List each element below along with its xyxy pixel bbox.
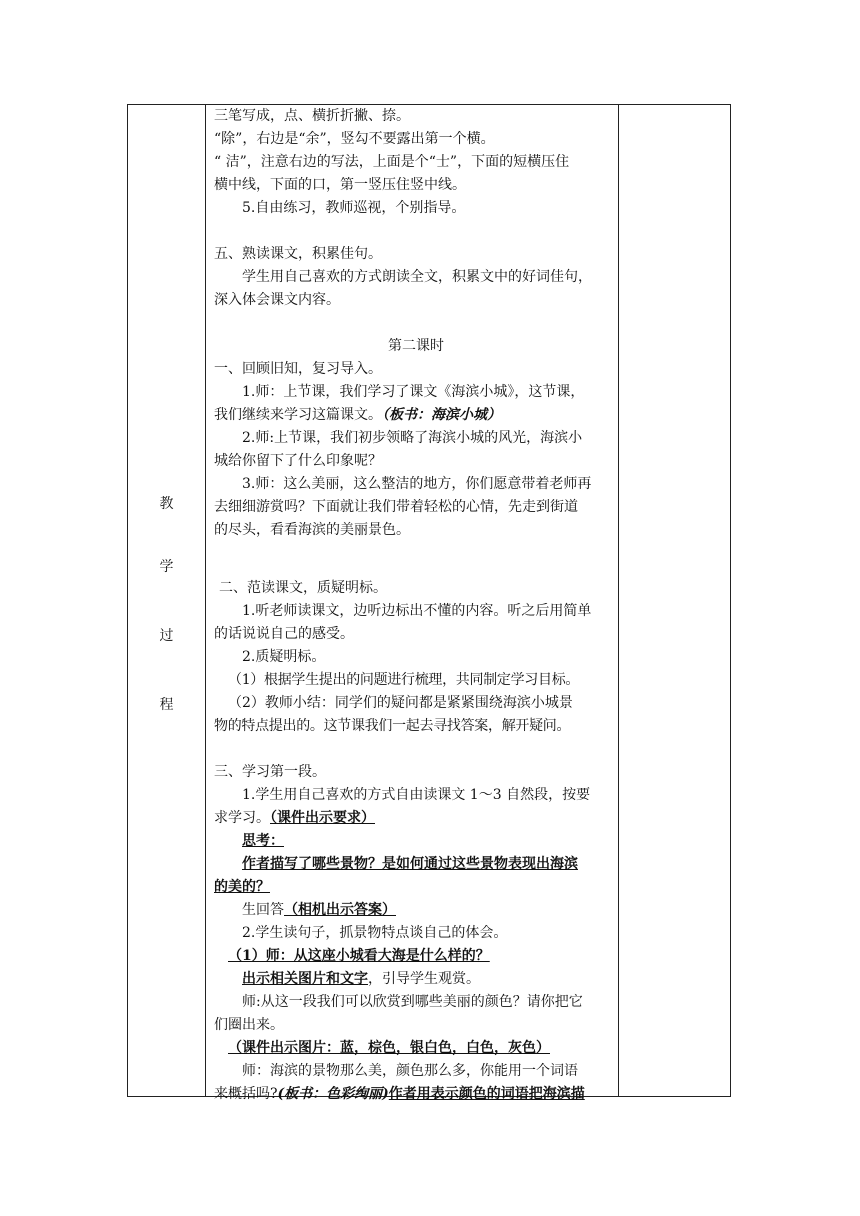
text-line: 们圈出来。: [214, 1017, 284, 1033]
text-line: 我们继续来学习这篇课文。（板书：海滨小城）: [214, 407, 501, 423]
label-char-2: 学: [159, 559, 174, 575]
text-line: 学生用自己喜欢的方式朗读全文，积累文中的好词佳句，: [242, 269, 592, 285]
blackboard-note: （板书：海滨小城）: [382, 407, 501, 423]
text-line: 思考：: [242, 833, 284, 849]
column-divider-right: [618, 105, 619, 1096]
section-heading: 五、熟读课文，积累佳句。: [214, 246, 382, 262]
text-line: （1）师：从这座小城看大海是什么样的？: [228, 948, 490, 964]
text-line: 师:从这一段我们可以欣赏到哪些美丽的颜色？请你把它: [242, 994, 583, 1010]
column-divider-left: [205, 105, 206, 1096]
text-line: 2.学生读句子，抓景物特点谈自己的体会。: [242, 925, 508, 941]
label-char-4: 程: [159, 697, 174, 713]
text-line: 3.师：这么美丽，这么整洁的地方，你们愿意带着老师再: [242, 476, 592, 492]
section-heading: 一、回顾旧知，复习导入。: [214, 361, 382, 377]
text-line: 横中线，下面的口，第一竖压住竖中线。: [214, 177, 466, 193]
label-char-1: 教: [159, 496, 174, 512]
period-title: 第二课时: [388, 338, 444, 354]
lesson-plan-table: [127, 104, 731, 1102]
text-line: 去细细游赏吗？下面就让我们带着轻松的心情，先走到街道: [214, 499, 578, 515]
text-line: 作者描写了哪些景物？是如何通过这些景物表现出海滨: [242, 856, 578, 872]
lesson-content: [214, 105, 618, 1106]
text-line: 的话说说自己的感受。: [214, 626, 354, 642]
text-line: 1.师：上节课，我们学习了课文《海滨小城》，这节课，: [242, 384, 585, 400]
text-line: 1.学生用自己喜欢的方式自由读课文 1～3 自然段，按要: [242, 787, 591, 803]
text-line: 来概括吗?(板书：色彩绚丽)作者用表示颜色的词语把海滨描: [214, 1086, 585, 1102]
text-line: 生回答（相机出示答案）: [242, 902, 396, 918]
label-char-3: 过: [159, 628, 174, 644]
text-line: 师：海滨的景物那么美，颜色那么多，你能用一个词语: [242, 1063, 578, 1079]
process-label-column: [128, 105, 205, 1096]
text-line: （2）教师小结：同学们的疑问都是紧紧围绕海滨小城景: [228, 695, 573, 711]
section-heading: 三、学习第一段。: [214, 764, 326, 780]
text-line: 2.师:上节课，我们初步领略了海滨小城的风光，海滨小: [242, 430, 583, 446]
text-line: 物的特点提出的。这节课我们一起去寻找答案，解开疑问。: [214, 718, 571, 734]
text-line: 2.质疑明标。: [242, 649, 326, 665]
text-line: 深入体会课文内容。: [214, 292, 340, 308]
text-line: （课件出示图片：蓝，棕色，银白色，白色，灰色）: [228, 1040, 550, 1056]
text-line: 城给你留下了什么印象呢？: [214, 453, 382, 469]
text-line: “除”，右边是“余”，竖勾不要露出第一个横。: [214, 131, 495, 147]
section-heading: 二、范读课文，质疑明标。: [219, 580, 387, 596]
text-line: “ 洁”，注意右边的写法，上面是个“士”，下面的短横压住: [214, 154, 570, 170]
text-line: 的美的？: [214, 879, 270, 895]
text-line: 5.自由练习，教师巡视，个别指导。: [242, 200, 466, 216]
text-line: （1）根据学生提出的问题进行梳理，共同制定学习目标。: [228, 672, 580, 688]
text-line: 求学习。（课件出示要求）: [214, 810, 375, 826]
text-line: 的尽头，看看海滨的美丽景色。: [214, 522, 410, 538]
text-line: 1.听老师读课文，边听边标出不懂的内容。听之后用简单: [242, 603, 592, 619]
text-line: 出示相关图片和文字，引导学生观赏。: [242, 971, 480, 987]
text-line: 三笔写成，点、横折折撇、捺。: [214, 108, 410, 124]
